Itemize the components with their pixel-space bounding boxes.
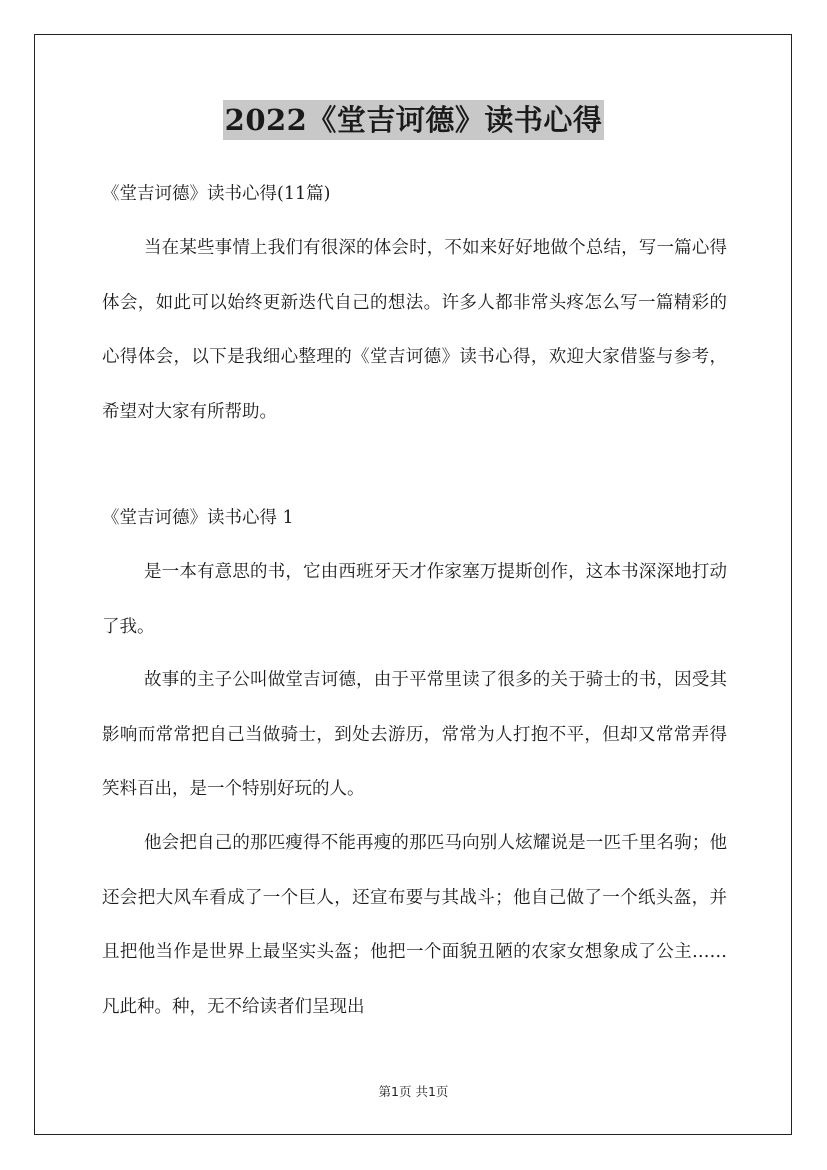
body-paragraph-2: 故事的主子公叫做堂吉诃德，由于平常里读了很多的关于骑士的书，因受其影响而常常把自己当做骑士，到处去游历，常常为人打抱不平，但却又常常弄得笑料百出，是一个特别好玩的人。 (102, 670, 727, 800)
intro-paragraph: 当在某些事情上我们有很深的体会时，不如来好好地做个总结，写一篇心得体会，如此可以始终更新迭代自己的想法。许多人都非常头疼怎么写一篇精彩的心得体会，以下是我细心整理的《堂吉诃德》读书心得，欢迎大家借鉴与参考，希望对大家有所帮助。 (102, 238, 727, 422)
section-heading: 《堂吉诃德》读书心得 1 (102, 508, 294, 528)
body-paragraph-1: 是一本有意思的书，它由西班牙天才作家塞万提斯创作，这本书深深地打动了我。 (102, 562, 727, 637)
document-title: 2022《堂吉诃德》读书心得 (223, 100, 605, 140)
page-number: 第1页 共1页 (378, 1084, 449, 1099)
page-footer (0, 1082, 827, 1100)
body-paragraph-3: 他会把自己的那匹瘦得不能再瘦的那匹马向别人炫耀说是一匹千里名驹；他还会把大风车看成了一个巨人，还宣布要与其战斗；他自己做了一个纸头盔，并且把他当作是世界上最坚实头盔；他把一个面貌丑陋的农家女想象成了公主……凡此种。种，无不给读者们呈现出 (102, 833, 727, 1017)
collection-heading: 《堂吉诃德》读书心得(11篇) (102, 184, 331, 204)
title-container (0, 100, 827, 140)
